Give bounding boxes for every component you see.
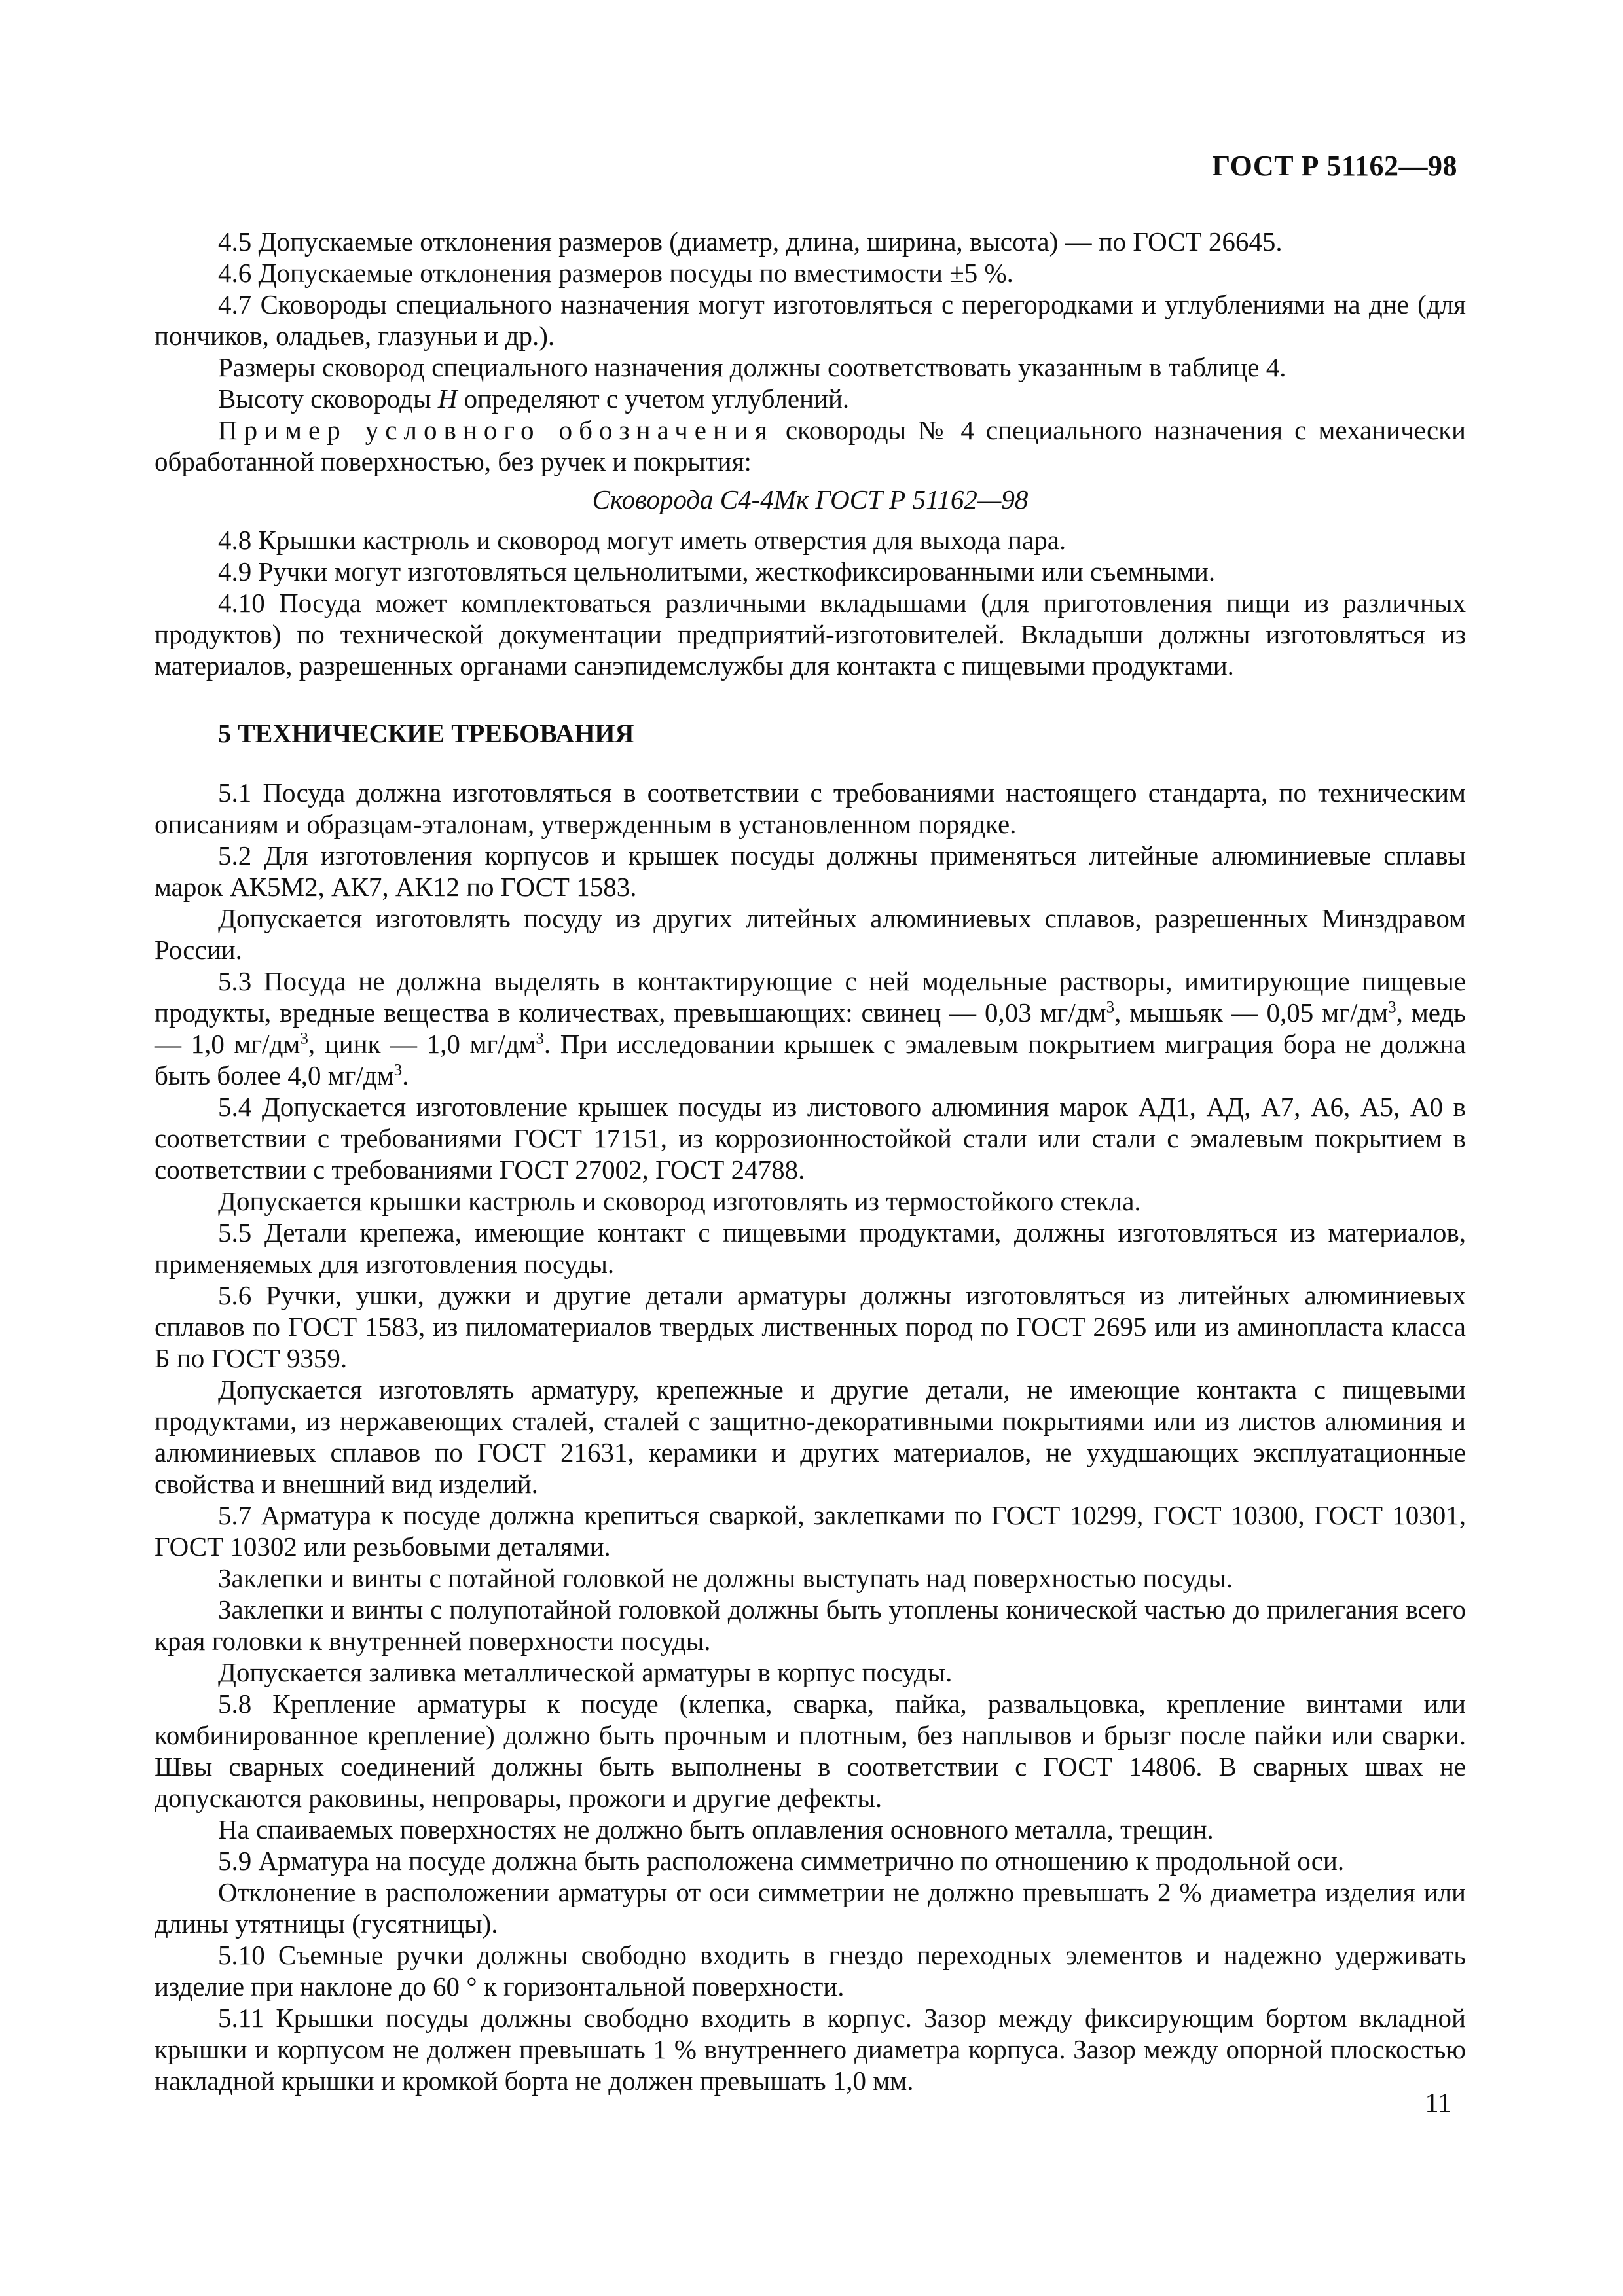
paragraph-5-1: 5.1 Посуда должна изготовляться в соответствии с требованиями настоящего стандарта, по техническим описаниям и образцам-эталонам, утвержденным в установленном порядке. [155, 778, 1466, 839]
page-number: 11 [1425, 2089, 1451, 2119]
paragraph-5-7-semi-countersunk: Заклепки и винты с полупотайной головкой должны быть утоплены конической частью до прилегания всего края головки к внутренней поверхности посуды. [155, 1594, 1466, 1656]
paragraph-5-9: 5.9 Арматура на посуде должна быть расположена симметрично по отношению к продольной оси. [218, 1846, 1345, 1876]
superscript: 3 [393, 1061, 403, 1079]
designation-example [155, 414, 1466, 477]
text-span: . При исследовании крышек с эмалевым покрытием миграция бора не должна быть более 4,0 мг/дм [155, 1029, 1466, 1090]
paragraph-4-7-height [155, 383, 1466, 414]
document-code-header: ГОСТ Р 51162—98 [1212, 150, 1457, 182]
paragraph-4-7-sizes: Размеры сковород специального назначения должны соответствовать указанным в таблице 4. [218, 352, 1286, 382]
paragraph-5-7-countersunk: Заклепки и винты с потайной головкой не должны выступать над поверхностью посуды. [218, 1563, 1233, 1593]
text-span: 5.3 Посуда не должна выделять в контактирующие с ней модельные растворы, имитирующие пищевые продукты, вредные вещества в количествах, превышающих: свинец — 0,03 мг/дм [155, 966, 1466, 1028]
superscript: 3 [1106, 998, 1115, 1016]
paragraph-5-4-glass: Допускается крышки кастрюль и сковород изготовлять из термостойкого стекла. [218, 1186, 1141, 1216]
paragraph-5-2-alt: Допускается изготовлять посуду из других литейных алюминиевых сплавов, разрешенных Минздравом России. [155, 903, 1466, 965]
paragraph-5-3 [155, 965, 1466, 1091]
text-span: определяют с учетом углублений. [457, 384, 850, 414]
section-5-title: 5 ТЕХНИЧЕСКИЕ ТРЕБОВАНИЯ [218, 719, 634, 748]
example-text: сковороды № 4 специального назначения с механически обработанной поверхностью, без ручек и покрытия: [155, 415, 1466, 476]
paragraph-4-7: 4.7 Сковороды специального назначения могут изготовляться с перегородками и углублениями на дне (для пончиков, оладьев, глазуньи и др.). [155, 289, 1466, 351]
superscript: 3 [300, 1030, 308, 1048]
paragraph-5-7: 5.7 Арматура к посуде должна крепиться сваркой, заклепками по ГОСТ 10299, ГОСТ 10300, ГОСТ 10301, ГОСТ 10302 или резьбовыми деталями. [155, 1500, 1466, 1562]
superscript: 3 [1388, 998, 1396, 1016]
paragraph-4-10: 4.10 Посуда может комплектоваться различными вкладышами (для приготовления пищи из различных продуктов) по технической документации предприятий-изготовителей. Вкладыши должны изготовляться из материалов, разрешенных органами санэпидемслужбы для контакта с пищевыми продуктами. [155, 588, 1466, 681]
paragraph-5-10: 5.10 Съемные ручки должны свободно входить в гнездо переходных элементов и надежно удерживать изделие при наклоне до 60 ° к горизонтальной поверхности. [155, 1940, 1466, 2001]
example-label: Пример условного обозначения [218, 415, 774, 445]
paragraph-5-9-deviation: Отклонение в расположении арматуры от оси симметрии не должно превышать 2 % диаметра изделия или длины утятницы (гусятницы). [155, 1877, 1466, 1939]
paragraph-5-6: 5.6 Ручки, ушки, дужки и другие детали арматуры должны изготовляться из литейных алюминиевых сплавов по ГОСТ 1583, из пиломатериалов твердых лиственных пород по ГОСТ 2695 или из аминопласта класса Б по ГОСТ 9359. [155, 1280, 1466, 1373]
paragraph-5-2: 5.2 Для изготовления корпусов и крышек посуды должны применяться литейные алюминиевые сплавы марок АК5М2, АК7, АК12 по ГОСТ 1583. [155, 840, 1466, 902]
text-span: , медь — 1,0 мг/дм [155, 997, 1466, 1059]
paragraph-5-11: 5.11 Крышки посуды должны свободно входить в корпус. Зазор между фиксирующим бортом вкладной крышки и корпусом не должен превышать 1 % внутреннего диаметра корпуса. Зазор между опорной плоскостью накладной крышки и кромкой борта не должен превышать 1,0 мм. [155, 2003, 1466, 2096]
paragraph-5-8: 5.8 Крепление арматуры к посуде (клепка, сварка, пайка, развальцовка, крепление винтами или комбинированное крепление) должно быть прочным и плотным, без наплывов и брызг после пайки или сварки. Швы сварных соединений должны быть выполнены в соответствии с ГОСТ 14806. В сварных швах не допускаются раковины, непровары, прожоги и другие дефекты. [155, 1689, 1466, 1813]
paragraph-5-4: 5.4 Допускается изготовление крышек посуды из листового алюминия марок АД1, АД, А7, А6, А5, А0 в соответствии с требованиями ГОСТ 17151, из коррозионностойкой стали или стали с эмалевым покрытием в соответствии с требованиями ГОСТ 27002, ГОСТ 24788. [155, 1092, 1466, 1185]
paragraph-5-6-alt: Допускается изготовлять арматуру, крепежные и другие детали, не имеющие контакта с пищевыми продуктами, из нержавеющих сталей, сталей с защитно-декоративными покрытиями или из листов алюминия и алюминиевых сплавов по ГОСТ 21631, керамики и других материалов, не ухудшающих эксплуатационные свойства и внешний вид изделий. [155, 1374, 1466, 1499]
text-span: . [402, 1060, 409, 1090]
paragraph-5-7-casting: Допускается заливка металлической арматуры в корпус посуды. [218, 1657, 953, 1687]
paragraph-5-5: 5.5 Детали крепежа, имеющие контакт с пищевыми продуктами, должны изготовляться из материалов, применяемых для изготовления посуды. [155, 1217, 1466, 1279]
paragraph-4-9: 4.9 Ручки могут изготовляться цельнолитыми, жесткофиксированными или съемными. [218, 556, 1216, 586]
variable-h: Н [437, 384, 458, 414]
superscript: 3 [536, 1030, 544, 1048]
designation-formula: Сковорода С4-4Мк ГОСТ Р 51162—98 [592, 484, 1029, 514]
paragraph-4-5: 4.5 Допускаемые отклонения размеров (диаметр, длина, ширина, высота) — по ГОСТ 26645. [218, 226, 1283, 257]
text-span: Высоту сковороды [218, 384, 438, 414]
paragraph-4-8: 4.8 Крышки кастрюль и сковород могут иметь отверстия для выхода пара. [218, 525, 1067, 555]
paragraph-4-6: 4.6 Допускаемые отклонения размеров посуды по вместимости ±5 %. [218, 258, 1013, 288]
text-span: , мышьяк — 0,05 мг/дм [1114, 997, 1389, 1028]
text-span: , цинк — 1,0 мг/дм [308, 1029, 536, 1059]
document-body [155, 226, 1466, 2096]
paragraph-5-8-soldering: На спаиваемых поверхностях не должно быть оплавления основного металла, трещин. [218, 1814, 1214, 1844]
